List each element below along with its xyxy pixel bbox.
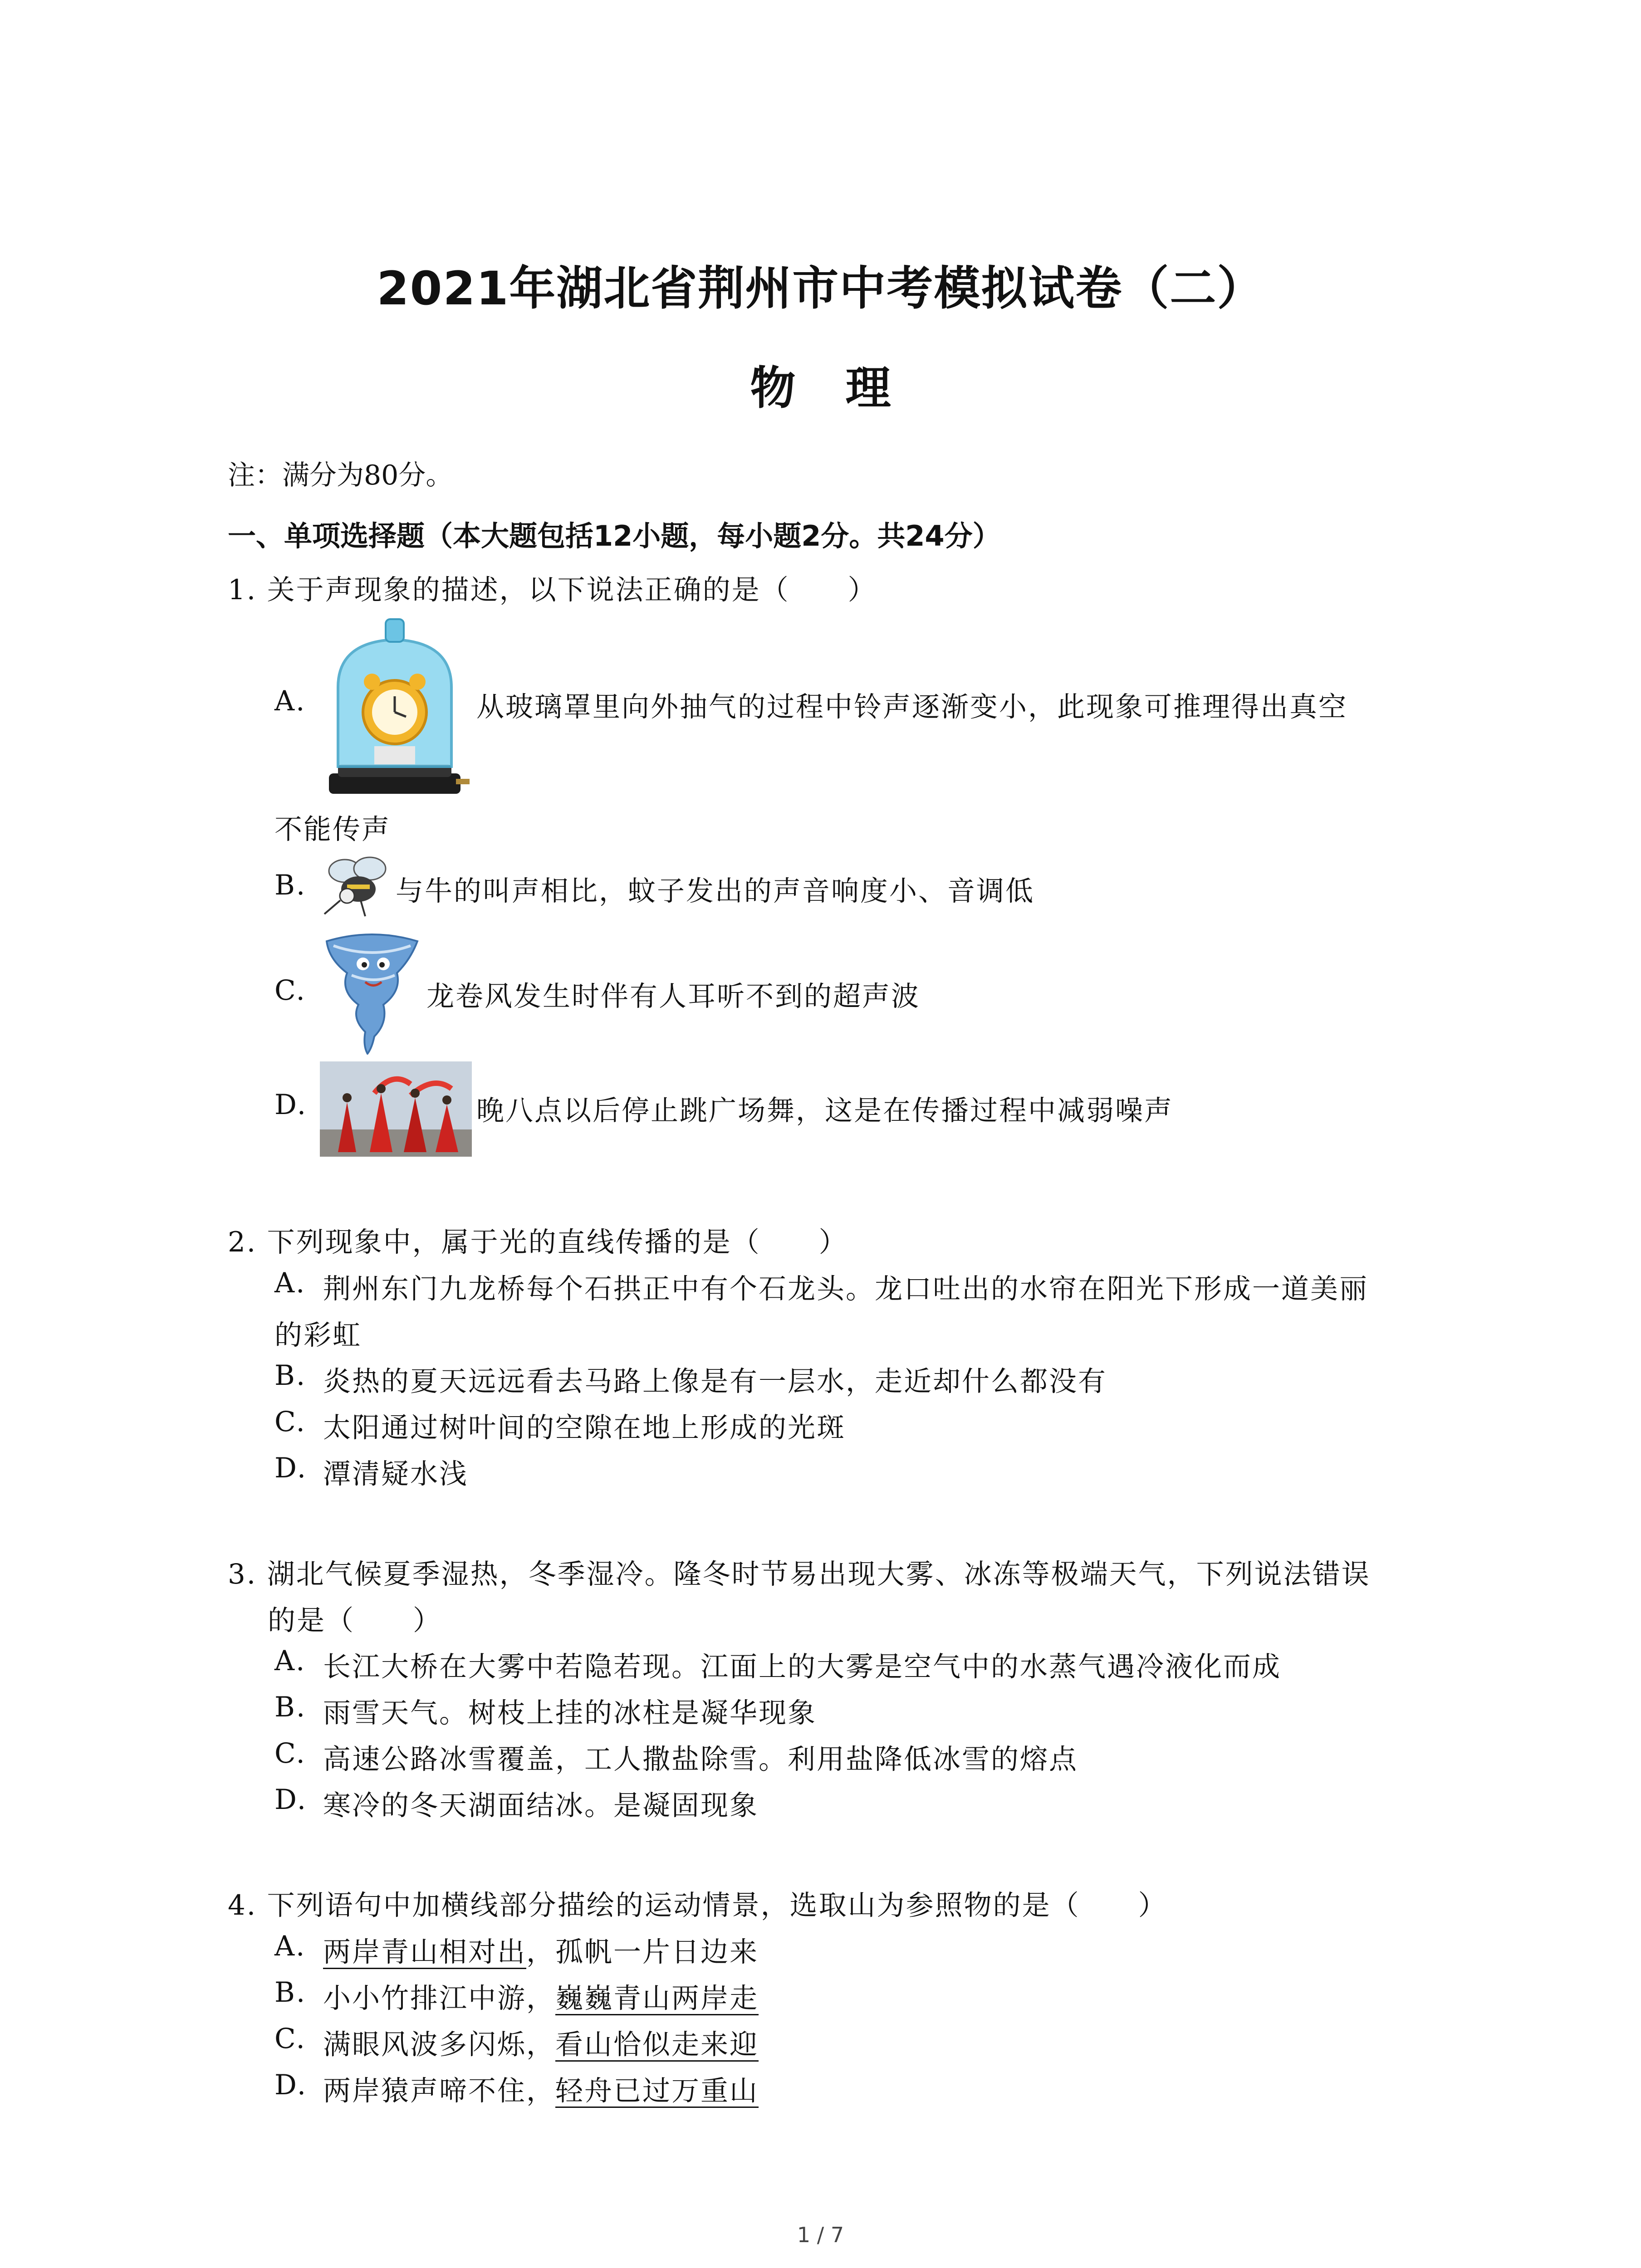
q1-option-d-letter: D. xyxy=(274,1089,308,1121)
bell-jar-alarm-clock-icon xyxy=(320,610,474,801)
exam-title: 2021年湖北省荆州市中考模拟试卷（二） xyxy=(377,262,1264,316)
question-4-stem: 4. 下列语句中加横线部分描绘的运动情景，选取山为参照物的是（ ） xyxy=(228,1889,1167,1921)
q3-option-c-letter: C. xyxy=(274,1737,306,1769)
q4-option-b-line xyxy=(323,1976,759,2016)
page-number: 1 / 7 xyxy=(797,2223,844,2247)
q1-option-a-text-cont: 不能传声 xyxy=(274,813,391,846)
q1-option-a-text: 从玻璃罩里向外抽气的过程中铃声逐渐变小，此现象可推理得出真空 xyxy=(476,691,1348,723)
mosquito-icon xyxy=(320,846,395,919)
q1-option-d-text: 晚八点以后停止跳广场舞，这是在传播过程中减弱噪声 xyxy=(476,1095,1174,1127)
question-3-stem: 3. 湖北气候夏季湿热，冬季湿冷。隆冬时节易出现大雾、冰冻等极端天气，下列说法错误 xyxy=(228,1558,1371,1590)
q4-option-b-letter: B. xyxy=(274,1976,307,2009)
q2-option-b-letter: B. xyxy=(274,1359,307,1392)
q2-option-c-letter: C. xyxy=(274,1406,306,1438)
q2-option-a-text-cont: 的彩虹 xyxy=(274,1319,362,1351)
q4-option-b-underlined: 巍巍青山两岸走 xyxy=(555,1982,759,2014)
q3-option-c-text: 高速公路冰雪覆盖，工人撒盐除雪。利用盐降低冰雪的熔点 xyxy=(323,1743,1078,1775)
q2-option-b-text: 炎热的夏天远远看去马路上像是有一层水，走近却什么都没有 xyxy=(323,1365,1107,1398)
q3-option-b-letter: B. xyxy=(274,1691,307,1723)
q4-option-c-line xyxy=(323,2023,759,2062)
q1-option-a-letter: A. xyxy=(274,685,306,717)
q4-option-a-letter: A. xyxy=(274,1930,306,1962)
q1-option-b-text: 与牛的叫声相比，蚊子发出的声音响度小、音调低 xyxy=(396,875,1035,907)
q4-option-c-letter: C. xyxy=(274,2023,306,2055)
q4-option-a-line xyxy=(323,1930,759,1970)
q1-option-c-letter: C. xyxy=(274,974,306,1007)
q1-option-b-letter: B. xyxy=(274,869,307,901)
q4-option-d-first: 两岸猿声啼不住， xyxy=(323,2075,556,2107)
question-1-stem: 1. 关于声现象的描述，以下说法正确的是（ ） xyxy=(228,574,877,606)
q4-option-a-rest: ，孤帆一片日边来 xyxy=(526,1936,759,1968)
q2-option-d-letter: D. xyxy=(274,1452,308,1484)
q4-option-d-line xyxy=(323,2069,759,2108)
q2-option-d-text: 潭清疑水浅 xyxy=(323,1458,469,1490)
q2-option-a-letter: A. xyxy=(274,1267,306,1299)
question-3-stem-cont: 的是（ ） xyxy=(268,1604,442,1637)
q2-option-c-text: 太阳通过树叶间的空隙在地上形成的光斑 xyxy=(323,1412,846,1444)
q4-option-c-underlined: 看山恰似走来迎 xyxy=(555,2028,759,2061)
square-dance-photo-icon xyxy=(320,1061,472,1157)
q3-option-b-text: 雨雪天气。树枝上挂的冰柱是凝华现象 xyxy=(323,1697,817,1729)
score-note: 注：满分为80分。 xyxy=(228,459,453,491)
q2-option-a-text: 荆州东门九龙桥每个石拱正中有个石龙头。龙口吐出的水帘在阳光下形成一道美丽 xyxy=(323,1273,1369,1305)
q4-option-c-first: 满眼风波多闪烁， xyxy=(323,2028,556,2061)
question-2-stem: 2. 下列现象中，属于光的直线传播的是（ ） xyxy=(228,1226,848,1258)
q3-option-a-letter: A. xyxy=(274,1645,306,1677)
q3-option-a-text: 长江大桥在大雾中若隐若现。江面上的大雾是空气中的水蒸气遇冷液化而成 xyxy=(323,1651,1282,1683)
q3-option-d-text: 寒冷的冬天湖面结冰。是凝固现象 xyxy=(323,1789,759,1822)
q4-option-b-first: 小小竹排江中游， xyxy=(323,1982,556,2014)
subject-title: 物理 xyxy=(750,362,941,415)
q1-option-c-text: 龙卷风发生时伴有人耳听不到的超声波 xyxy=(426,980,921,1012)
q4-option-d-underlined: 轻舟已过万重山 xyxy=(555,2075,759,2107)
section-heading: 一、单项选择题（本大题包括12小题，每小题2分。共24分） xyxy=(228,519,1001,552)
q3-option-d-letter: D. xyxy=(274,1784,308,1816)
q4-option-d-letter: D. xyxy=(274,2069,308,2101)
tornado-icon xyxy=(320,932,424,1055)
q4-option-a-underlined: 两岸青山相对出 xyxy=(323,1936,527,1968)
